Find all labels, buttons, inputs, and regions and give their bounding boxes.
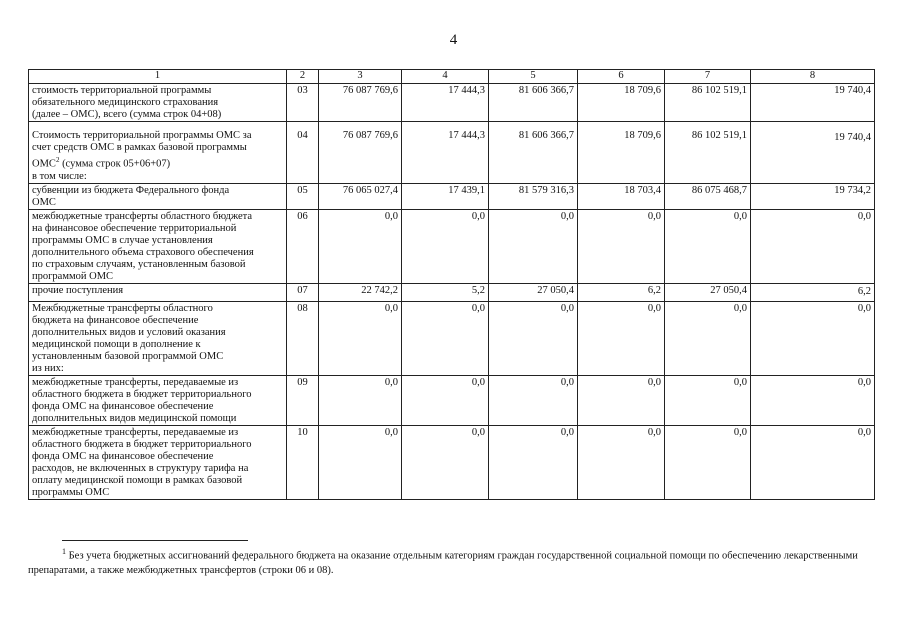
value-cell: 81 579 316,3: [489, 183, 578, 209]
table-row: [29, 122, 875, 184]
row-code: 07: [287, 283, 319, 301]
row-code: 10: [287, 425, 319, 499]
row-description: Межбюджетные трансферты областного бюджета на финансовое обеспечение дополнительных видов и условий оказания медицинской помощи в дополнение к установленным базовой программой ОМС из них:: [29, 301, 287, 375]
value-cell: 0,0: [665, 375, 751, 425]
row-code: 08: [287, 301, 319, 375]
header-row: [29, 70, 875, 84]
value-cell: 6,2: [578, 283, 665, 301]
row-code: 09: [287, 375, 319, 425]
row-description: субвенции из бюджета Федерального фонда ОМС: [29, 183, 287, 209]
table-row: [29, 375, 875, 425]
value-cell: 0,0: [402, 375, 489, 425]
value-cell: 19 734,2: [751, 183, 875, 209]
budget-table: [28, 69, 875, 500]
column-header: 2: [287, 70, 319, 84]
row-description: межбюджетные трансферты областного бюджета на финансовое обеспечение территориальной программы ОМС в случае установления дополнительного объема страхового обеспечения по страховым случаям, установленным базовой программой ОМС: [29, 209, 287, 283]
row-description: Стоимость территориальной программы ОМС за счет средств ОМС в рамках базовой программы ОМС$^2$ (сумма строк 05+06+07) в том числе:: [29, 122, 287, 184]
value-cell: 27 050,4: [665, 283, 751, 301]
value-cell: 0,0: [402, 209, 489, 283]
value-cell: 0,0: [489, 425, 578, 499]
value-cell: 76 087 769,6: [319, 84, 402, 122]
page-number: 4: [449, 32, 458, 48]
column-header: 6: [578, 70, 665, 84]
value-cell: 18 709,6: [578, 122, 665, 184]
value-cell: 18 709,6: [578, 84, 665, 122]
value-cell: 0,0: [578, 301, 665, 375]
value-cell: 0,0: [489, 209, 578, 283]
value-cell: 0,0: [751, 425, 875, 499]
value-cell: 0,0: [319, 375, 402, 425]
value-cell: 19 740,4: [751, 122, 875, 184]
table-row: [29, 283, 875, 301]
value-cell: 0,0: [751, 209, 875, 283]
value-cell: 0,0: [319, 301, 402, 375]
table-row: [29, 209, 875, 283]
row-code: 06: [287, 209, 319, 283]
value-cell: 0,0: [489, 375, 578, 425]
value-cell: 0,0: [751, 375, 875, 425]
value-cell: 19 740,4: [751, 84, 875, 122]
value-cell: 86 102 519,1: [665, 122, 751, 184]
table-row: [29, 425, 875, 499]
value-cell: 17 444,3: [402, 122, 489, 184]
value-cell: 0,0: [665, 209, 751, 283]
value-cell: 81 606 366,7: [489, 122, 578, 184]
value-cell: 0,0: [751, 301, 875, 375]
footnote: [28, 545, 878, 578]
value-cell: 0,0: [578, 209, 665, 283]
value-cell: 0,0: [402, 425, 489, 499]
row-code: 05: [287, 183, 319, 209]
column-header: 8: [751, 70, 875, 84]
value-cell: 81 606 366,7: [489, 84, 578, 122]
value-cell: 76 065 027,4: [319, 183, 402, 209]
row-description: прочие поступления: [29, 283, 287, 301]
value-cell: 22 742,2: [319, 283, 402, 301]
value-cell: 27 050,4: [489, 283, 578, 301]
row-code: 03: [287, 84, 319, 122]
value-cell: 6,2: [751, 283, 875, 301]
table-row: [29, 301, 875, 375]
footnote-marker: 2: [55, 156, 60, 164]
value-cell: 5,2: [402, 283, 489, 301]
column-header: 1: [29, 70, 287, 84]
value-cell: 0,0: [319, 209, 402, 283]
table-row: [29, 183, 875, 209]
row-description: межбюджетные трансферты, передаваемые из областного бюджета в бюджет территориального фонда ОМС на финансовое обеспечение дополнительных видов медицинской помощи: [29, 375, 287, 425]
value-cell: 0,0: [489, 301, 578, 375]
footnote-text: Без учета бюджетных ассигнований федерального бюджета на оказание отдельным категориям граждан государственной социальной помощи по обеспечению лекарственными препаратами, а также межбюджетных трансфертов (строки 06 и 08).: [28, 550, 858, 576]
row-description: стоимость территориальной программы обязательного медицинского страхования (далее – ОМС), всего (сумма строк 04+08): [29, 84, 287, 122]
value-cell: 17 439,1: [402, 183, 489, 209]
value-cell: 76 087 769,6: [319, 122, 402, 184]
footnote-divider: [62, 540, 248, 541]
value-cell: 86 102 519,1: [665, 84, 751, 122]
table-row: [29, 84, 875, 122]
column-header: 3: [319, 70, 402, 84]
value-cell: 0,0: [578, 375, 665, 425]
value-cell: 18 703,4: [578, 183, 665, 209]
value-cell: 0,0: [665, 425, 751, 499]
column-header: 7: [665, 70, 751, 84]
value-cell: 0,0: [665, 301, 751, 375]
value-cell: 0,0: [402, 301, 489, 375]
row-description: межбюджетные трансферты, передаваемые из областного бюджета в бюджет территориального фонда ОМС на финансовое обеспечение расходов, не включенных в структуру тарифа на оплату медицинской помощи в рамках базовой программы ОМС: [29, 425, 287, 499]
row-code: 04: [287, 122, 319, 184]
value-cell: 86 075 468,7: [665, 183, 751, 209]
value-cell: 0,0: [319, 425, 402, 499]
value-cell: 0,0: [578, 425, 665, 499]
column-header: 4: [402, 70, 489, 84]
footnote-marker: 1: [62, 547, 66, 556]
column-header: 5: [489, 70, 578, 84]
value-cell: 17 444,3: [402, 84, 489, 122]
